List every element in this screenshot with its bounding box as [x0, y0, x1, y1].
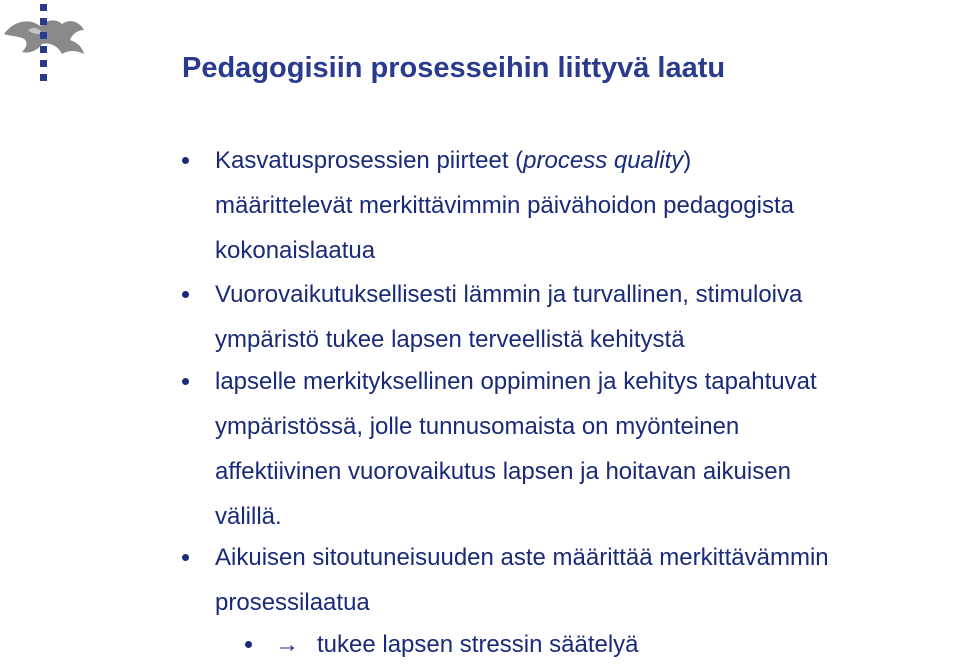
bullet-item — [182, 359, 960, 539]
bullet-line: Aikuisen sitoutuneisuuden aste määrittää merkittävämmin — [215, 544, 829, 571]
bullet-line: määrittelevät merkittävimmin päivähoidon pedagogista — [215, 192, 794, 219]
sub-bullet-icon — [245, 641, 252, 648]
bullet-text — [215, 138, 960, 273]
bullet-item — [182, 138, 960, 273]
bullet-line: välillä. — [215, 503, 282, 530]
bullet-line: lapselle merkityksellinen oppiminen ja kehitys tapahtuvat — [215, 368, 817, 395]
bullet-icon — [182, 291, 189, 298]
bullet-line: ympäristössä, jolle tunnusomaista on myönteinen — [215, 413, 740, 440]
line-text: ) — [683, 147, 692, 174]
slide-title: Pedagogisiin prosesseihin liittyvä laatu — [182, 52, 726, 84]
bullet-item — [182, 535, 960, 625]
bullet-item — [182, 272, 960, 362]
bullet-icon — [182, 157, 189, 164]
university-logo-icon — [0, 0, 95, 90]
bullet-line: prosessilaatua — [215, 589, 370, 616]
bullet-text — [215, 359, 960, 539]
bullet-icon — [182, 554, 189, 561]
bullet-line — [215, 138, 960, 183]
bullet-list — [182, 0, 960, 663]
line-emphasis: process quality — [523, 147, 684, 174]
right-arrow-icon: → — [275, 631, 299, 658]
bullet-line: affektiivinen vuorovaikutus lapsen ja hoitavan aikuisen — [215, 458, 791, 485]
bullet-line: ympäristö tukee lapsen terveellistä kehitystä — [215, 326, 685, 353]
bullet-icon — [182, 378, 189, 385]
bullet-text — [215, 272, 960, 362]
bullet-line: kokonaislaatua — [215, 237, 376, 264]
sub-bullet-text: tukee lapsen stressin säätelyä — [317, 631, 639, 658]
bullet-text — [215, 535, 960, 625]
line-text: Kasvatusprosessien piirteet ( — [215, 147, 524, 174]
bullet-line: Vuorovaikutuksellisesti lämmin ja turvallinen, stimuloiva — [215, 281, 803, 308]
